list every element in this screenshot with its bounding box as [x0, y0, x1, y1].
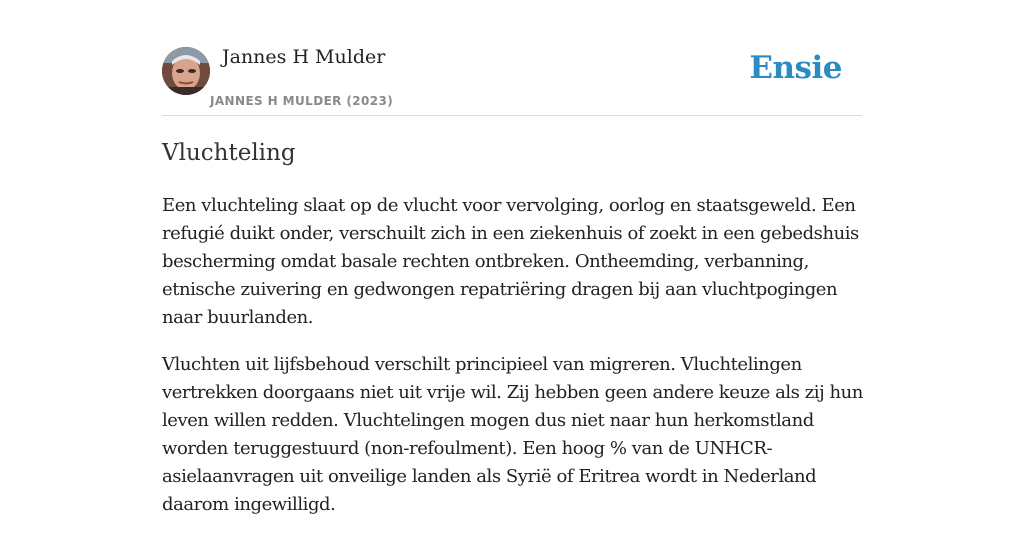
header-divider: [162, 115, 862, 116]
author-avatar[interactable]: [162, 47, 210, 95]
author-photo: [162, 47, 210, 95]
author-name[interactable]: Jannes H Mulder: [222, 46, 386, 68]
author-byline: JANNES H MULDER (2023): [210, 94, 394, 108]
article-body: [162, 192, 867, 538]
paragraph: Vluchten uit lijfsbehoud verschilt principieel van migreren. Vluchtelingen vertrekken doorgaans niet uit vrije wil. Zij hebben geen andere keuze als zij hun leven willen redden. Vluchtelingen mogen dus niet naar hun herkomstland worden teruggestuurd (non-refoulment). Een hoog % van de UNHCR-asielaanvragen uit onveilige landen als Syrië of Eritrea wordt in Nederland daarom ingewilligd.: [162, 354, 863, 515]
article-title: Vluchteling: [162, 140, 296, 166]
ensie-logo[interactable]: Ensie: [749, 50, 842, 86]
paragraph: Een vluchteling slaat op de vlucht voor vervolging, oorlog en staatsgeweld. Een refugié duikt onder, verschuilt zich in een ziekenhuis of zoekt in een gebedshuis bescherming omdat basale rechten ontbreken. Ontheemding, verbanning, etnische zuivering en gedwongen repatriëring dragen bij aan vluchtpogingen naar buurlanden.: [162, 195, 859, 328]
article-header: [162, 44, 862, 116]
